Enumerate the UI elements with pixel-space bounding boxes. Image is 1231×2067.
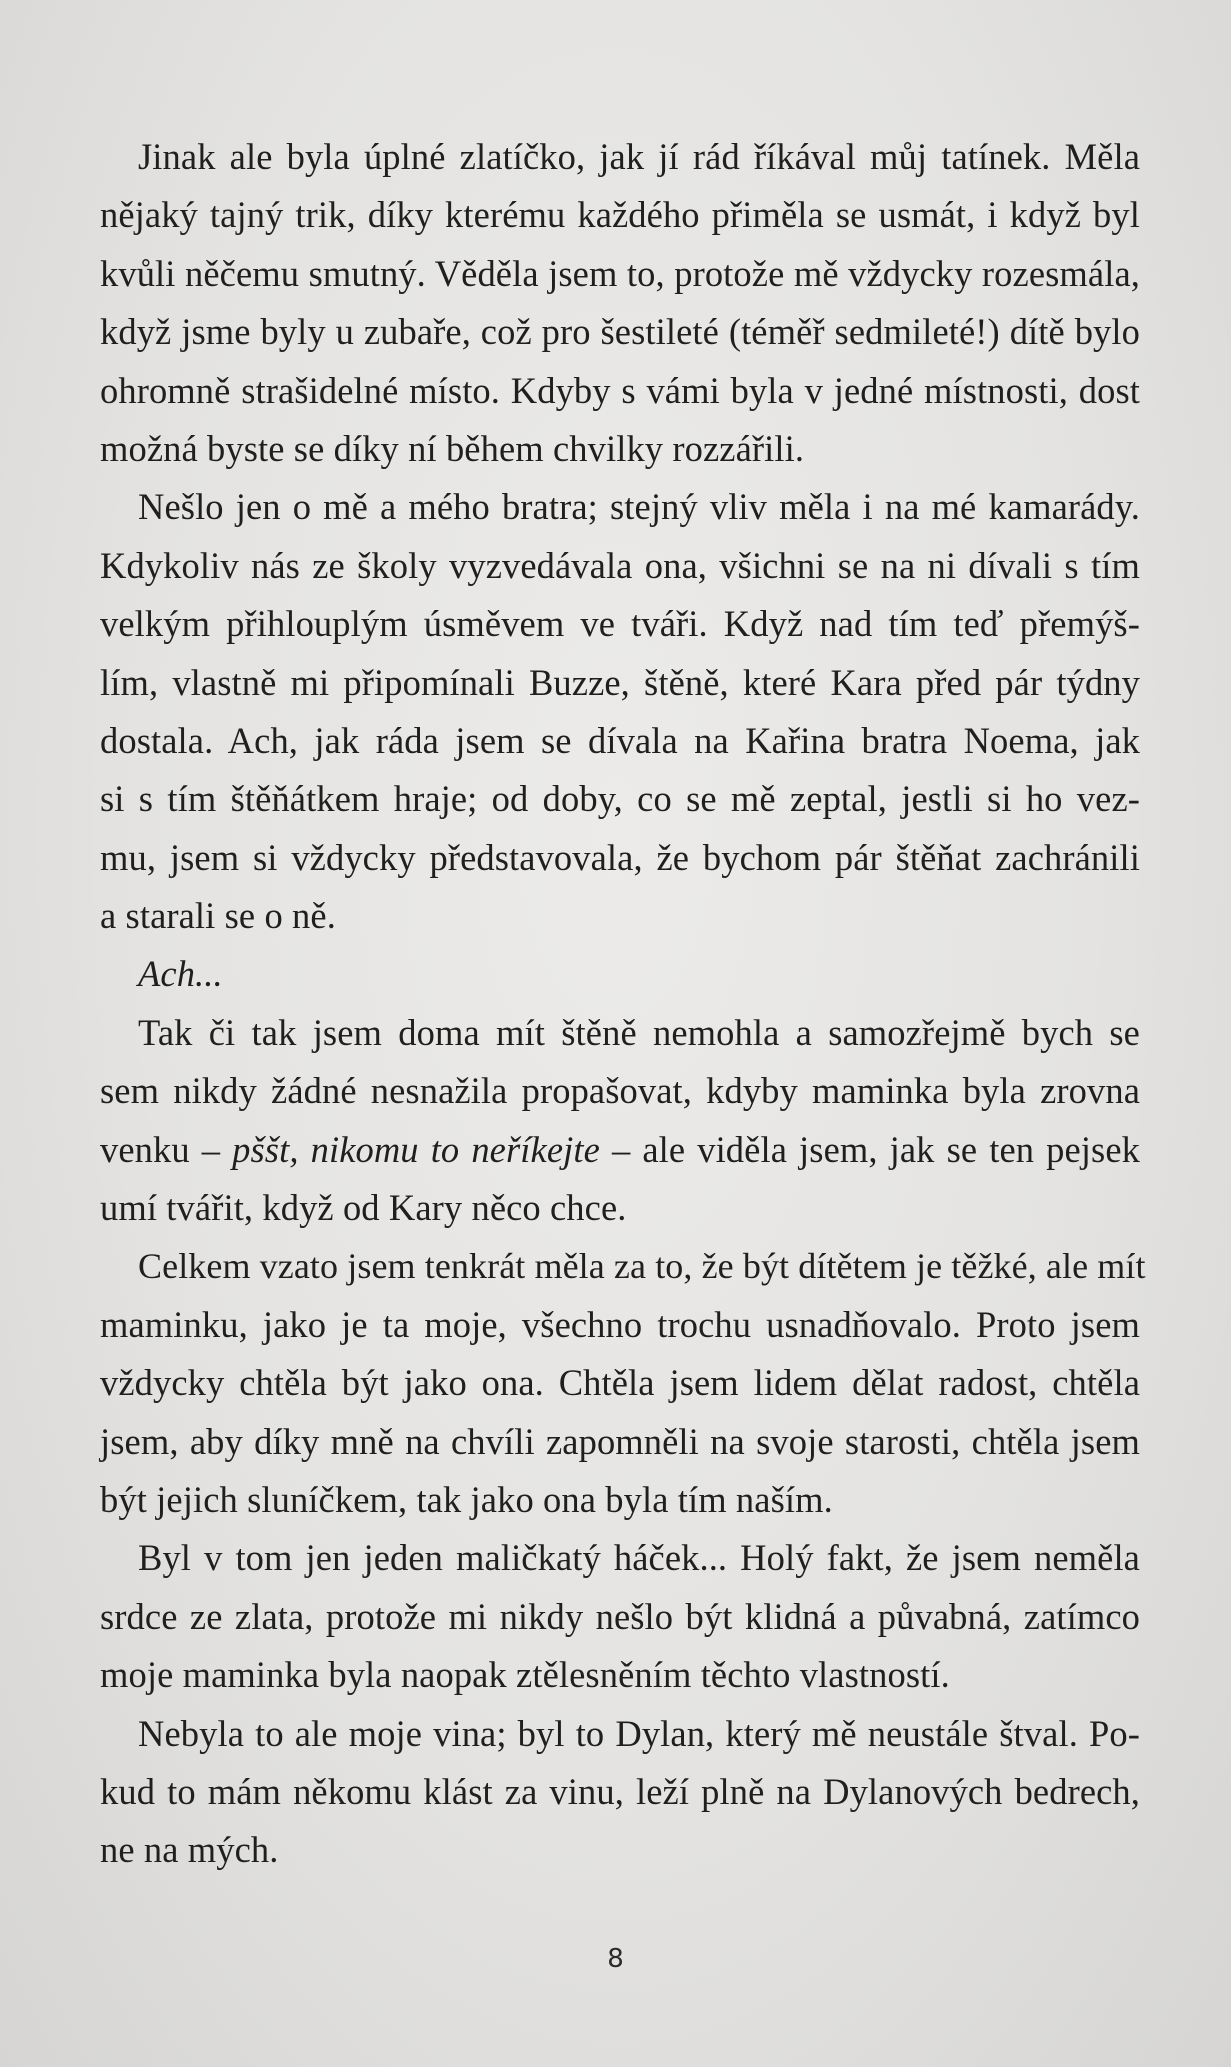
- text-line: být jejich sluníčkem, tak jako ona byla tím naším.: [100, 1478, 833, 1520]
- text-line: maminku, jako je ta moje, všechno trochu usnadňovalo. Proto jsem: [100, 1303, 1140, 1345]
- text-line: vždycky chtěla být jako ona. Chtěla jsem lidem dělat radost, chtěla: [100, 1362, 1140, 1404]
- book-page-text: [100, 128, 1146, 1880]
- text-line: Byl v tom jen jeden maličkatý háček... Holý fakt, že jsem neměla: [138, 1537, 1140, 1579]
- italic-text: pššt, nikomu to neříkejte: [232, 1128, 600, 1170]
- text-line: Nebyla to ale moje vina; byl to Dylan, který mě neustále štval. Po-: [138, 1712, 1140, 1754]
- paragraph: [100, 1237, 1146, 1529]
- text-line: velkým přihlouplým úsměvem ve tváři. Když nad tím teď přemýš-: [100, 603, 1140, 645]
- paragraph: [100, 128, 1140, 478]
- text-line: umí tvářit, když od Kary něco chce.: [100, 1187, 627, 1229]
- text-line: moje maminka byla naopak ztělesněním těchto vlastností.: [100, 1654, 950, 1696]
- paragraph: [100, 478, 1140, 945]
- text-line: ne na mých.: [100, 1829, 279, 1871]
- text-line: jsem, aby díky mně na chvíli zapomněli na svoje starosti, chtěla jsem: [100, 1420, 1140, 1462]
- text-line: dostala. Ach, jak ráda jsem se dívala na Kařina bratra Noema, jak: [100, 719, 1140, 761]
- text-line: Celkem vzato jsem tenkrát měla za to, že být dítětem je těžké, ale mít: [138, 1246, 1146, 1287]
- paragraph: [100, 1705, 1140, 1880]
- text-line: Nešlo jen o mě a mého bratra; stejný vliv měla i na mé kamarády.: [138, 486, 1140, 528]
- paragraph: [100, 1004, 1140, 1238]
- text-line: [100, 945, 1140, 1003]
- text-fragment: – ale viděla jsem, jak se ten pejsek: [599, 1128, 1140, 1170]
- text-line: [100, 1121, 1140, 1179]
- text-line: nějaký tajný trik, díky kterému každého přiměla se usmát, i když byl: [100, 194, 1140, 236]
- text-line: srdce ze zlata, protože mi nikdy nešlo být klidná a půvabná, zatímco: [100, 1595, 1140, 1637]
- italic-text: Ach...: [138, 953, 223, 995]
- text-line: možná byste se díky ní během chvilky rozzářili.: [100, 427, 805, 469]
- paragraph: [100, 1529, 1140, 1704]
- text-line: kud to mám někomu klást za vinu, leží plně na Dylanových bedrech,: [100, 1770, 1140, 1812]
- text-line: kvůli něčemu smutný. Věděla jsem to, protože mě vždycky rozesmála,: [100, 252, 1140, 294]
- text-line: Jinak ale byla úplné zlatíčko, jak jí rád říkával můj tatínek. Měla: [138, 136, 1140, 177]
- text-line: když jsme byly u zubaře, což pro šestileté (téměř sedmileté!) dítě bylo: [100, 311, 1140, 353]
- text-line: Kdykoliv nás ze školy vyzvedávala ona, všichni se na ni dívali s tím: [100, 544, 1140, 586]
- page-number: 8: [607, 1944, 624, 1974]
- text-line: Tak či tak jsem doma mít štěně nemohla a samozřejmě bych se: [138, 1011, 1140, 1053]
- text-line: a starali se o ně.: [100, 895, 336, 937]
- text-line: ohromně strašidelné místo. Kdyby s vámi byla v jedné místnosti, dost: [100, 369, 1140, 411]
- text-line: si s tím štěňátkem hraje; od doby, co se mě zeptal, jestli si ho vez-: [100, 778, 1140, 820]
- text-line: lím, vlastně mi připomínali Buzze, štěně, které Kara před pár týdny: [100, 661, 1140, 703]
- text-line: sem nikdy žádné nesnažila propašovat, kdyby maminka byla zrovna: [100, 1070, 1140, 1112]
- text-fragment: venku –: [100, 1128, 233, 1170]
- text-line: mu, jsem si vždycky představovala, že bychom pár štěňat zachránili: [100, 836, 1140, 878]
- paragraph: [100, 945, 1140, 1003]
